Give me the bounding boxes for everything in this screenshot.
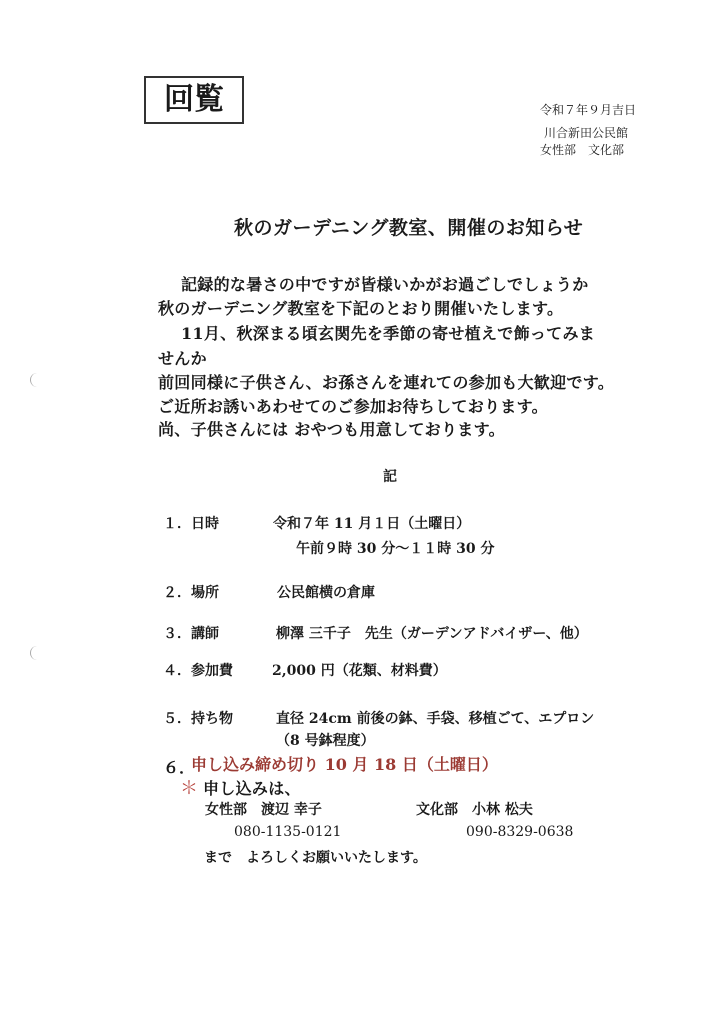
organization: 川合新田公民館 (544, 126, 629, 140)
item-number: １． (163, 516, 191, 532)
punch-hole-mark (30, 646, 43, 660)
body-line-2: 秋のガーデニング教室を下記のとおり開催いたします。 (158, 299, 564, 318)
ki-heading: 記 (383, 469, 397, 485)
department: 女性部 文化部 (540, 143, 625, 157)
asterisk-mark: ＊ (180, 778, 198, 799)
item-number: ４． (163, 663, 191, 679)
contact-2-name: 文化部 小林 松夫 (416, 802, 533, 818)
contact-1-name: 女性部 渡辺 幸子 (205, 802, 322, 818)
item-label-place: 場所 (191, 585, 219, 601)
issue-date: 令和７年９月吉日 (540, 103, 637, 117)
item-value-instructor: 柳澤 三千子 先生（ガーデンアドバイザー、他） (276, 626, 588, 642)
item-value-place: 公民館横の倉庫 (277, 585, 375, 601)
body-line-6: ご近所お誘いあわせてのご参加お待ちしております。 (158, 397, 548, 416)
punch-hole-mark (30, 373, 43, 387)
item-value-belongings: 直径 24cm 前後の鉢、手袋、移植ごて、エプロン (276, 711, 595, 727)
circulation-stamp: 回覧 (144, 76, 244, 124)
body-line-7: 尚、子供さんには おやつも用意しております。 (158, 420, 505, 439)
item-number: ３． (163, 626, 191, 642)
item-value-fee: 2,000 円（花類、材料費） (272, 663, 447, 679)
contact-1-phone: 080-1135-0121 (234, 824, 342, 840)
item-value-date: 令和７年 11 月１日（土曜日） (273, 516, 471, 532)
item-label-belongings: 持ち物 (191, 711, 233, 727)
deadline: 申し込み締め切り 10 月 18 日（土曜日） (191, 755, 498, 774)
apply-heading: 申し込みは、 (203, 779, 301, 798)
closing-line: まで よろしくお願いいたします。 (204, 850, 427, 866)
document-title: 秋のガーデニング教室、開催のお知らせ (234, 217, 584, 239)
item-value-pot-size: （8 号鉢程度） (276, 733, 375, 749)
body-line-3: 11月、秋深まる頃玄関先を季節の寄せ植えで飾ってみま (181, 324, 596, 343)
item-label-datetime: 日時 (191, 516, 219, 532)
item-number: ２． (163, 585, 191, 601)
body-line-5: 前回同様に子供さん、お孫さんを連れての参加も大歓迎です。 (158, 373, 615, 392)
item-label-instructor: 講師 (191, 626, 219, 642)
body-line-4: せんか (158, 349, 207, 368)
item-number: ５． (163, 711, 191, 727)
item-number: ６． (163, 758, 196, 777)
body-line-1: 記録的な暑さの中ですが皆様いかがお過ごしでしょうか (181, 275, 589, 294)
contact-2-phone: 090-8329-0638 (466, 824, 574, 840)
item-value-time: 午前９時 30 分～１１時 30 分 (296, 541, 495, 557)
item-label-fee: 参加費 (191, 663, 233, 679)
